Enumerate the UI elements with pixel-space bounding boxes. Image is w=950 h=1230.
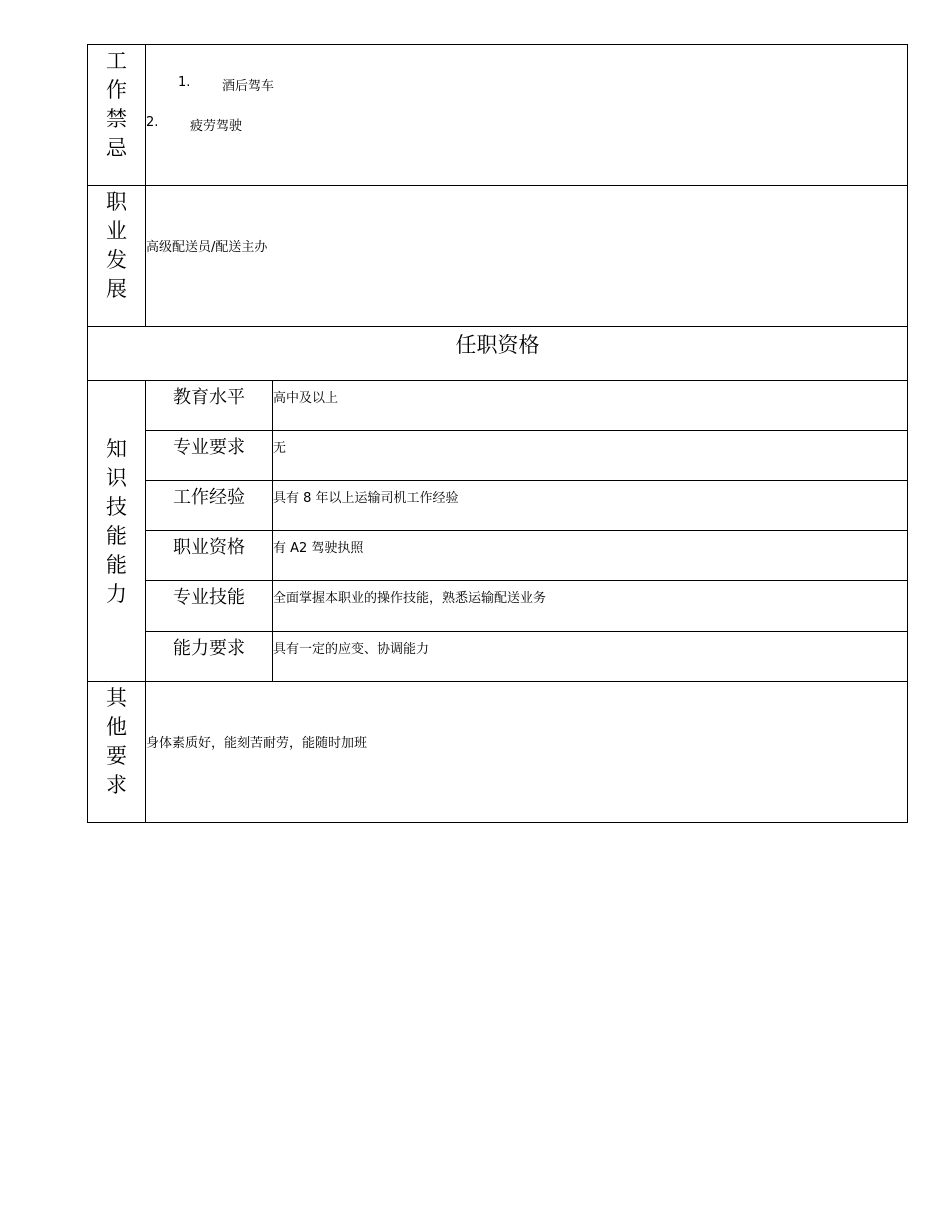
label-char: 求 <box>106 773 127 797</box>
job-description-table <box>87 44 908 823</box>
knowledge-row <box>88 531 908 581</box>
list-text: 酒后驾车 <box>222 79 275 94</box>
knowledge-row <box>88 381 908 431</box>
career-value: 高级配送员/配送主办 <box>146 186 908 327</box>
label-char: 禁 <box>106 107 127 131</box>
list-number: 2. <box>146 115 159 130</box>
career-row <box>88 186 908 327</box>
experience-value: 具有 8 年以上运输司机工作经验 <box>273 481 908 531</box>
education-value: 高中及以上 <box>273 381 908 431</box>
ability-value: 具有一定的应变、协调能力 <box>273 632 908 682</box>
label-char: 要 <box>106 744 127 768</box>
knowledge-label <box>88 381 146 682</box>
experience-label: 工作经验 <box>146 481 273 531</box>
label-char: 能 <box>106 524 127 548</box>
knowledge-row <box>88 481 908 531</box>
label-char: 工 <box>106 49 127 73</box>
label-char: 作 <box>106 78 127 102</box>
qualification-header-row <box>88 327 908 381</box>
label-char: 力 <box>106 582 127 606</box>
label-char: 其 <box>106 686 127 710</box>
label-char: 展 <box>106 277 127 301</box>
list-text: 疲劳驾驶 <box>190 119 243 134</box>
other-label <box>88 682 146 823</box>
knowledge-row <box>88 581 908 632</box>
label-char: 业 <box>106 219 127 243</box>
other-row <box>88 682 908 823</box>
label-char: 他 <box>106 715 127 739</box>
list-number: 1. <box>178 75 191 90</box>
skills-label: 专业技能 <box>146 581 273 632</box>
prohibition-item <box>146 115 907 135</box>
label-char: 发 <box>106 248 127 272</box>
major-label: 专业要求 <box>146 431 273 481</box>
ability-label: 能力要求 <box>146 632 273 682</box>
certification-label: 职业资格 <box>146 531 273 581</box>
education-label: 教育水平 <box>146 381 273 431</box>
label-char: 识 <box>106 466 127 490</box>
label-char: 知 <box>106 437 127 461</box>
other-value: 身体素质好，能刻苦耐劳，能随时加班 <box>146 682 908 823</box>
prohibitions-row <box>88 45 908 186</box>
prohibitions-label <box>88 45 146 186</box>
qualification-header: 任职资格 <box>88 327 908 381</box>
knowledge-row <box>88 431 908 481</box>
label-char: 职 <box>106 190 127 214</box>
prohibitions-content <box>146 45 908 186</box>
skills-value: 全面掌握本职业的操作技能，熟悉运输配送业务 <box>273 581 908 632</box>
label-char: 能 <box>106 553 127 577</box>
certification-value: 有 A2 驾驶执照 <box>273 531 908 581</box>
knowledge-row <box>88 632 908 682</box>
major-value: 无 <box>273 431 908 481</box>
label-char: 忌 <box>106 136 127 160</box>
prohibition-item <box>146 75 907 95</box>
career-label <box>88 186 146 327</box>
label-char: 技 <box>106 495 127 519</box>
